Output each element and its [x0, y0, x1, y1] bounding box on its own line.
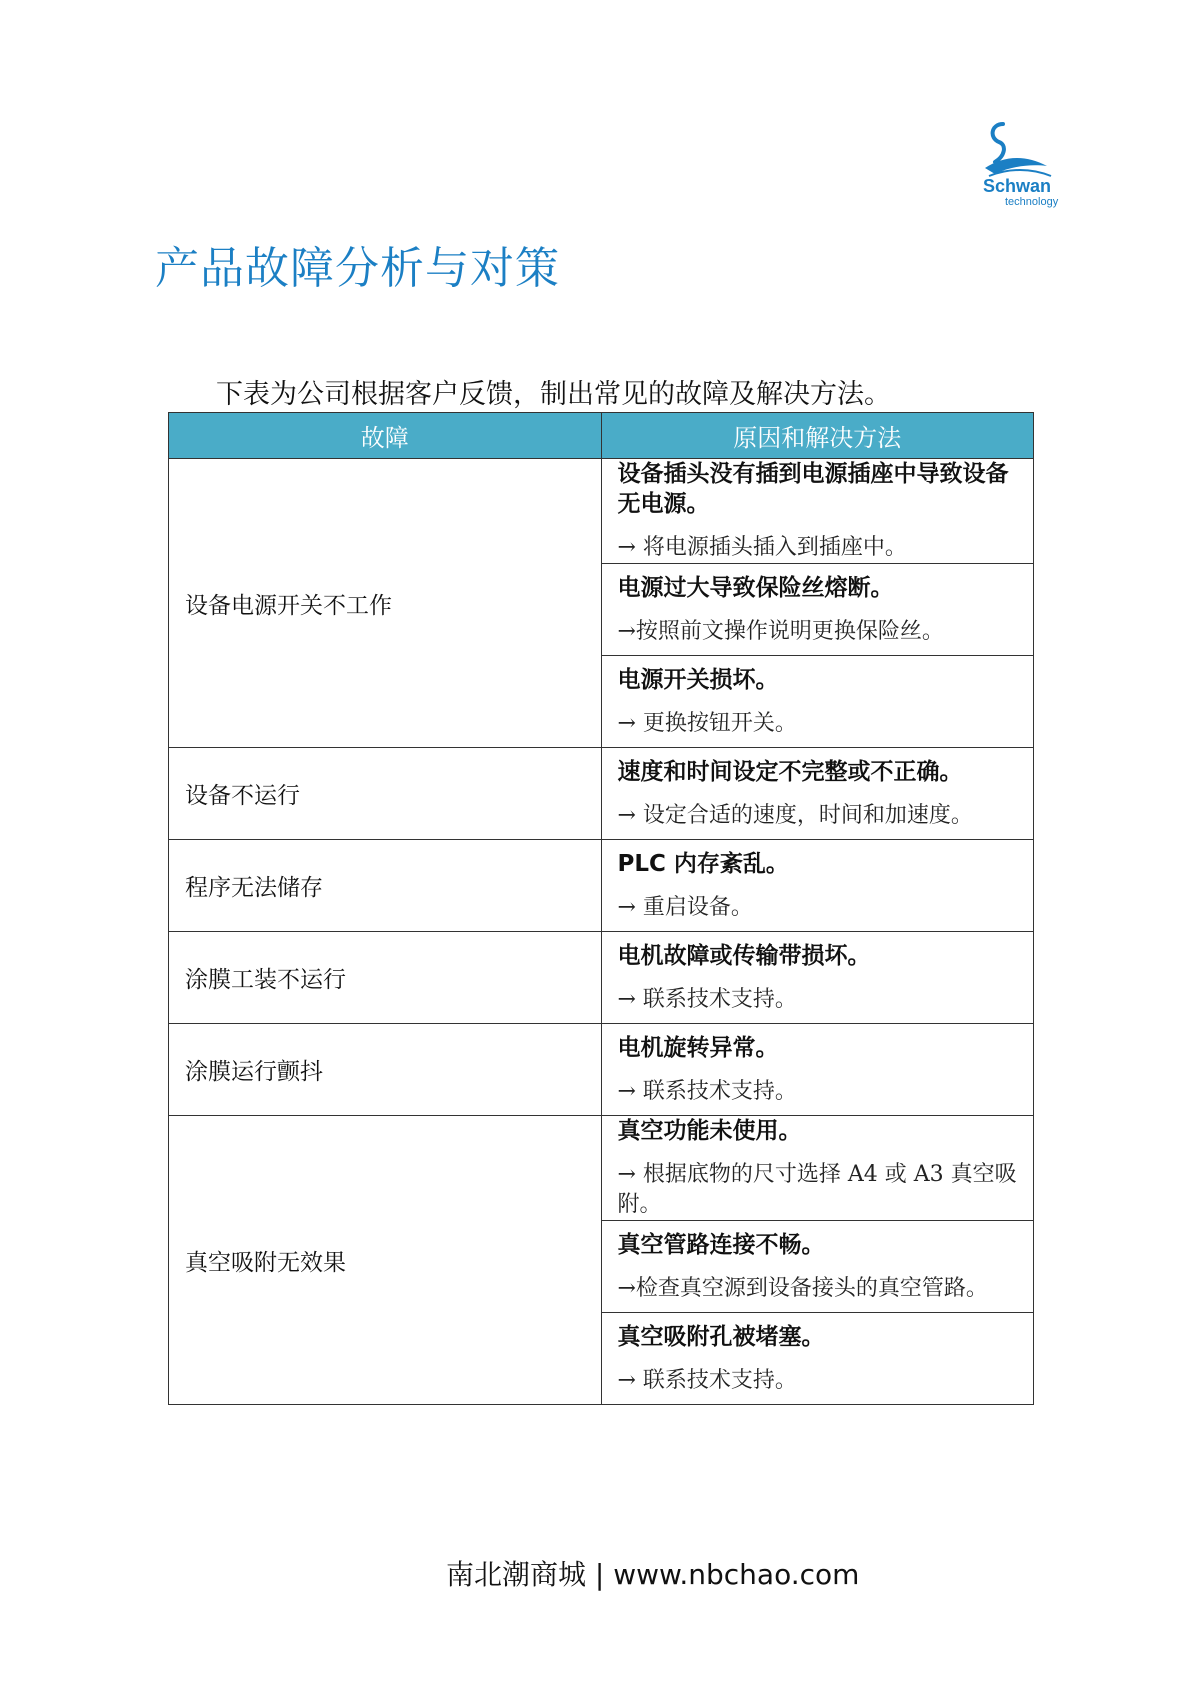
cause-text: 电源过大导致保险丝熔断。 [617, 574, 894, 601]
solution-cell [601, 656, 1034, 748]
cause-text: 电机故障或传输带损坏。 [617, 942, 871, 969]
cause-text: 真空吸附孔被堵塞。 [617, 1323, 825, 1350]
cause-text: 速度和时间设定不完整或不正确。 [617, 758, 963, 785]
fault-cell: 程序无法储存 [169, 840, 602, 932]
logo-brand-text: Schwan [983, 176, 1052, 196]
table-row [169, 748, 1034, 840]
fix-text: → 联系技术支持。 [617, 986, 797, 1012]
solution-cell [601, 564, 1034, 656]
fault-cell: 涂膜工装不运行 [169, 932, 602, 1024]
fix-text: → 更换按钮开关。 [617, 710, 797, 736]
table-row [169, 932, 1034, 1024]
fault-cell: 真空吸附无效果 [169, 1116, 602, 1405]
fix-text: → 将电源插头插入到插座中。 [617, 535, 907, 560]
solution-cell [601, 1024, 1034, 1116]
solution-cell [601, 1313, 1034, 1405]
fault-cell: 设备电源开关不工作 [169, 459, 602, 748]
fix-text: → 设定合适的速度，时间和加速度。 [617, 802, 973, 828]
fix-text: → 根据底物的尺寸选择 A4 或 A3 真空吸附。 [617, 1162, 1017, 1217]
fault-cell: 涂膜运行颤抖 [169, 1024, 602, 1116]
intro-text: 下表为公司根据客户反馈，制出常见的故障及解决方法。 [216, 379, 891, 410]
fault-table [168, 412, 1034, 1405]
solution-cell [601, 1221, 1034, 1313]
fix-text: → 联系技术支持。 [617, 1367, 797, 1393]
cause-text: 设备插头没有插到电源插座中导致设备无电源。 [617, 461, 1009, 517]
fix-text: →按照前文操作说明更换保险丝。 [617, 618, 944, 644]
table-row [169, 840, 1034, 932]
fix-text: → 联系技术支持。 [617, 1078, 797, 1104]
solution-cell [601, 459, 1034, 564]
header-fault: 故障 [169, 413, 602, 459]
solution-cell [601, 932, 1034, 1024]
solution-cell [601, 1116, 1034, 1221]
header-solution: 原因和解决方法 [601, 413, 1034, 459]
table-row [169, 1116, 1034, 1221]
fix-text: →检查真空源到设备接头的真空管路。 [617, 1275, 988, 1301]
swan-logo-icon [955, 118, 1065, 218]
cause-text: 真空功能未使用。 [617, 1118, 802, 1144]
footer-site-text: 南北潮商城 | www.nbchao.com [446, 1558, 860, 1591]
solution-cell [601, 748, 1034, 840]
cause-text: PLC 内存紊乱。 [617, 850, 789, 877]
page-title: 产品故障分析与对策 [155, 243, 560, 294]
schwan-logo [955, 118, 1065, 218]
fix-text: → 重启设备。 [617, 894, 753, 920]
cause-text: 真空管路连接不畅。 [617, 1231, 825, 1258]
cause-text: 电源开关损坏。 [617, 666, 779, 693]
cause-text: 电机旋转异常。 [617, 1034, 779, 1061]
solution-cell [601, 840, 1034, 932]
table-header-row [169, 413, 1034, 459]
logo-subtitle-text: technology [1005, 196, 1059, 208]
fault-cell: 设备不运行 [169, 748, 602, 840]
table-row [169, 1024, 1034, 1116]
table-row [169, 459, 1034, 564]
